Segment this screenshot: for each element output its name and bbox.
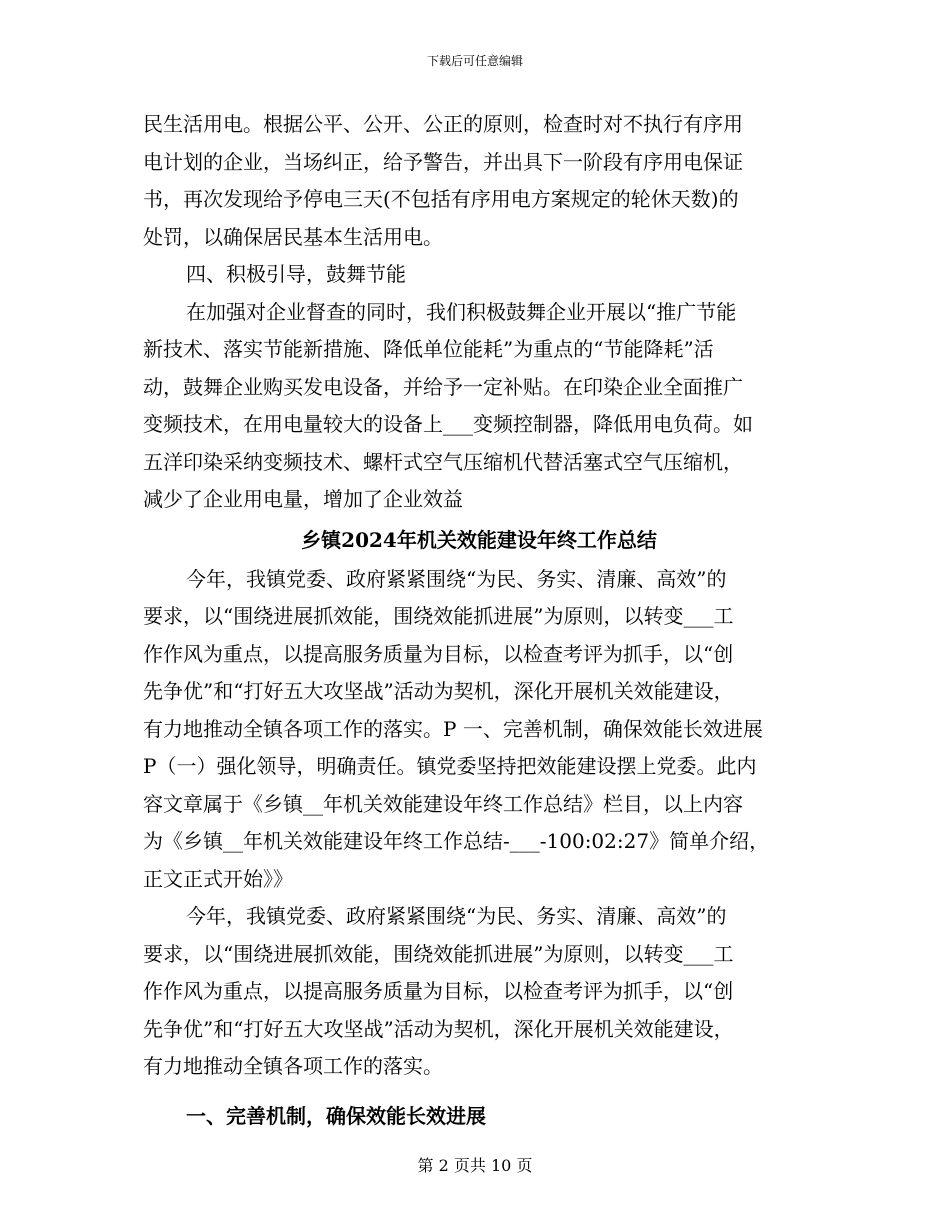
text-line: 作作风为重点，以提高服务质量为目标，以检查考评为抓手，以“创 [143,641,734,666]
text-line: 减少了企业用电量，增加了企业效益 [143,487,463,511]
text-line: 有力地推动全镇各项工作的落实。P 一、完善机制，确保效能长效进展 [143,716,763,741]
paragraph-summary-intro [143,561,815,899]
text-line: 动，鼓舞企业购买发电设备，并给予一定补贴。在印染企业全面推广 [143,374,743,399]
text-line: 电计划的企业，当场纠正，给予警告，并出具下一阶段有序用电保证 [143,149,743,174]
text-line: P（一）强化领导，明确责任。镇党委坚持把效能建设摆上党委。此内 [143,754,757,778]
text-line: 书，再次发现给予停电三天(不包括有序用电方案规定的轮休天数)的 [143,187,739,211]
text-line: 为《乡镇__年机关效能建设年终工作总结-___-100:02:27》简单介绍， [143,829,770,853]
paragraph-continuation [143,106,815,256]
paragraph-summary-body [143,898,815,1086]
text-line: 五洋印染采纳变频技术、螺杆式空气压缩机代替活塞式空气压缩机， [143,449,743,474]
text-line: 有力地推动全镇各项工作的落实。 [143,1054,443,1078]
text-line: 先争优”和“打好五大攻坚战”活动为契机，深化开展机关效能建设， [143,679,734,703]
text-line: 今年，我镇党委、政府紧紧围绕“为民、务实、清廉、高效”的 [186,904,727,928]
text-line: 处罚，以确保居民基本生活用电。 [143,224,443,249]
section-heading-4: 四、积极引导，鼓舞节能 [186,262,406,286]
text-line: 今年，我镇党委、政府紧紧围绕“为民、务实、清廉、高效”的 [186,566,727,591]
document-body [143,106,815,1136]
page-header: 下载后可任意编辑 [426,54,523,68]
document-title: 乡镇2024年机关效能建设年终工作总结 [301,527,657,552]
paragraph-energy-saving [143,294,815,519]
page-footer: 第 2 页共 10 页 [417,1156,533,1175]
text-line: 新技术、落实节能新措施、降低单位能耗”为重点的“节能降耗”活 [143,337,714,361]
text-line: 作作风为重点，以提高服务质量为目标，以检查考评为抓手，以“创 [143,979,734,1003]
text-line: 要求，以“围绕进展抓效能，围绕效能抓进展”为原则，以转变___工 [143,604,734,628]
text-line: 在加强对企业督查的同时，我们积极鼓舞企业开展以“推广节能 [186,299,737,324]
text-line: 先争优”和“打好五大攻坚战”活动为契机，深化开展机关效能建设， [143,1016,734,1041]
text-line: 变频技术，在用电量较大的设备上___变频控制器，降低用电负荷。如 [143,412,753,436]
section-heading-1: 一、完善机制，确保效能长效进展 [186,1103,486,1128]
text-line: 要求，以“围绕进展抓效能，围绕效能抓进展”为原则，以转变___工 [143,941,734,966]
text-line: 民生活用电。根据公平、公开、公正的原则，检查时对不执行有序用 [143,112,743,136]
text-line: 容文章属于《乡镇__年机关效能建设年终工作总结》栏目，以上内容 [143,791,743,816]
text-line: 正文正式开始》》 [143,866,293,891]
